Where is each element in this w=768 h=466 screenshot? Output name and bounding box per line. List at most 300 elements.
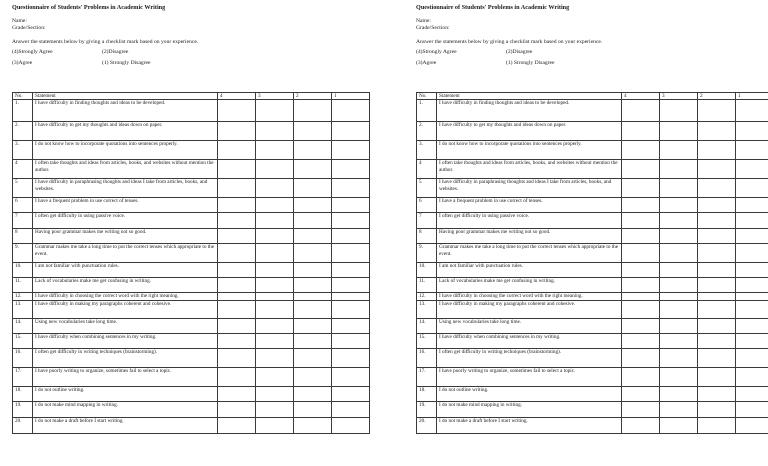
- item-statement: I do not make a draft before I start writing.: [33, 418, 218, 434]
- rating-cell-4[interactable]: [218, 100, 256, 122]
- item-number: 9.: [417, 244, 437, 263]
- item-number: 2.: [417, 122, 437, 141]
- rating-cell-4[interactable]: [622, 278, 660, 293]
- rating-cell-1[interactable]: [332, 334, 370, 349]
- item-statement: I do not make a draft before I start writing.: [437, 418, 622, 434]
- rating-cell-3[interactable]: [256, 263, 294, 278]
- table-row: [417, 402, 768, 418]
- rating-cell-2[interactable]: [698, 402, 736, 418]
- rating-cell-4[interactable]: [622, 418, 660, 434]
- rating-cell-3[interactable]: [256, 229, 294, 244]
- rating-cell-4[interactable]: [218, 278, 256, 293]
- rating-cell-3[interactable]: [256, 418, 294, 434]
- questionnaire-table: [12, 92, 370, 434]
- rating-cell-3[interactable]: [256, 160, 294, 179]
- rating-cell-4[interactable]: [218, 293, 256, 301]
- rating-cell-1[interactable]: [736, 160, 768, 179]
- item-statement: I do not outline writing.: [33, 387, 218, 402]
- item-statement: Lack of vocabularies make me get confusing in writing.: [437, 278, 622, 293]
- rating-cell-1[interactable]: [736, 179, 768, 198]
- item-number: 8: [13, 229, 33, 244]
- rating-cell-4[interactable]: [218, 368, 256, 387]
- rating-cell-4[interactable]: [218, 198, 256, 213]
- table-header-row: [13, 93, 370, 100]
- table-row: [13, 100, 370, 122]
- rating-cell-1[interactable]: [736, 213, 768, 229]
- item-number: 15.: [13, 334, 33, 349]
- rating-cell-1[interactable]: [332, 368, 370, 387]
- table-row: [13, 349, 370, 368]
- rating-cell-2[interactable]: [294, 387, 332, 402]
- rating-cell-3[interactable]: [256, 301, 294, 319]
- rating-cell-2[interactable]: [698, 100, 736, 122]
- header-no: No.: [13, 93, 33, 100]
- item-number: 20.: [13, 418, 33, 434]
- item-number: 16.: [13, 349, 33, 368]
- rating-cell-2[interactable]: [294, 278, 332, 293]
- item-statement: Having poor grammar makes me writing not so good.: [437, 229, 622, 244]
- item-number: 4: [13, 160, 33, 179]
- name-label: Name:: [12, 18, 27, 24]
- table-row: [13, 301, 370, 319]
- item-number: 6: [13, 198, 33, 213]
- rating-cell-3[interactable]: [660, 229, 698, 244]
- questionnaire-page-right: [416, 0, 768, 466]
- rating-cell-1[interactable]: [736, 402, 768, 418]
- grade-label: Grade/Section:: [12, 25, 46, 31]
- rating-cell-2[interactable]: [698, 334, 736, 349]
- rating-cell-2[interactable]: [698, 213, 736, 229]
- table-row: [13, 319, 370, 334]
- rating-cell-3[interactable]: [660, 334, 698, 349]
- rating-cell-4[interactable]: [218, 319, 256, 334]
- table-row: [13, 229, 370, 244]
- rating-cell-4[interactable]: [622, 213, 660, 229]
- table-row: [417, 293, 768, 301]
- table-row: [13, 293, 370, 301]
- item-statement: I often take thoughts and ideas from articles, books, and websites without mention the author.: [33, 160, 218, 179]
- rating-cell-4[interactable]: [622, 100, 660, 122]
- rating-cell-3[interactable]: [256, 349, 294, 368]
- rating-cell-1[interactable]: [332, 293, 370, 301]
- item-statement: Grammar makes me take a long time to put the correct tenses which appropriate to the event.: [437, 244, 622, 263]
- rating-cell-1[interactable]: [332, 319, 370, 334]
- rating-cell-1[interactable]: [736, 301, 768, 319]
- rating-cell-3[interactable]: [256, 198, 294, 213]
- rating-cell-2[interactable]: [294, 293, 332, 301]
- scale-agree: (3)Agree: [12, 60, 33, 66]
- rating-cell-4[interactable]: [622, 244, 660, 263]
- item-number: 18.: [417, 387, 437, 402]
- rating-cell-4[interactable]: [622, 198, 660, 213]
- item-statement: I often get difficulty in writing techniques (brainstorming).: [437, 349, 622, 368]
- item-number: 14.: [13, 319, 33, 334]
- header-rating-4: 4: [218, 93, 256, 100]
- instruction-text: Answer the statements below by giving a checklist mark based on your experience.: [12, 39, 199, 45]
- rating-cell-1[interactable]: [736, 244, 768, 263]
- rating-cell-1[interactable]: [332, 349, 370, 368]
- table-row: [417, 122, 768, 141]
- rating-cell-1[interactable]: [736, 229, 768, 244]
- item-statement: I have poorly writing to organize, sometimes fail to select a topic.: [33, 368, 218, 387]
- table-row: [417, 141, 768, 160]
- rating-cell-2[interactable]: [698, 244, 736, 263]
- item-number: 7: [417, 213, 437, 229]
- table-row: [13, 244, 370, 263]
- rating-cell-2[interactable]: [698, 418, 736, 434]
- rating-cell-1[interactable]: [736, 334, 768, 349]
- header-no: No.: [417, 93, 437, 100]
- item-statement: I have difficulty in choosing the correct word with the right meaning.: [437, 293, 622, 301]
- table-row: [13, 402, 370, 418]
- item-number: 13.: [13, 301, 33, 319]
- rating-cell-2[interactable]: [698, 278, 736, 293]
- item-number: 1.: [417, 100, 437, 122]
- table-row: [417, 301, 768, 319]
- rating-cell-4[interactable]: [218, 263, 256, 278]
- item-statement: Having poor grammar makes me writing not so good.: [33, 229, 218, 244]
- table-row: [417, 349, 768, 368]
- rating-cell-2[interactable]: [698, 387, 736, 402]
- rating-cell-3[interactable]: [256, 334, 294, 349]
- rating-cell-3[interactable]: [660, 418, 698, 434]
- rating-cell-3[interactable]: [660, 100, 698, 122]
- rating-cell-3[interactable]: [256, 368, 294, 387]
- table-row: [417, 244, 768, 263]
- rating-cell-4[interactable]: [218, 418, 256, 434]
- rating-cell-1[interactable]: [736, 368, 768, 387]
- rating-cell-1[interactable]: [736, 387, 768, 402]
- rating-cell-3[interactable]: [660, 319, 698, 334]
- rating-cell-1[interactable]: [332, 278, 370, 293]
- rating-cell-2[interactable]: [294, 244, 332, 263]
- item-number: 6: [417, 198, 437, 213]
- item-number: 10.: [13, 263, 33, 278]
- rating-cell-4[interactable]: [622, 387, 660, 402]
- rating-cell-1[interactable]: [736, 100, 768, 122]
- rating-cell-3[interactable]: [660, 349, 698, 368]
- page-title: Questionnaire of Students' Problems in Academic Writing: [416, 4, 570, 11]
- rating-cell-4[interactable]: [622, 263, 660, 278]
- rating-cell-3[interactable]: [256, 244, 294, 263]
- rating-cell-3[interactable]: [660, 160, 698, 179]
- item-statement: I have difficulty in finding thoughts and ideas to be developed.: [437, 100, 622, 122]
- rating-cell-4[interactable]: [622, 229, 660, 244]
- rating-cell-3[interactable]: [660, 368, 698, 387]
- rating-cell-4[interactable]: [218, 387, 256, 402]
- item-statement: I have difficulty in making my paragraphs coherent and cohesive.: [33, 301, 218, 319]
- rating-cell-1[interactable]: [736, 319, 768, 334]
- grade-label: Grade/Section:: [416, 25, 450, 31]
- table-row: [13, 179, 370, 198]
- rating-cell-4[interactable]: [218, 402, 256, 418]
- item-number: 1.: [13, 100, 33, 122]
- rating-cell-2[interactable]: [698, 179, 736, 198]
- scale-disagree: (2)Disagree: [102, 49, 129, 55]
- rating-cell-1[interactable]: [332, 387, 370, 402]
- rating-cell-3[interactable]: [660, 263, 698, 278]
- rating-cell-4[interactable]: [622, 368, 660, 387]
- rating-cell-3[interactable]: [660, 293, 698, 301]
- rating-cell-4[interactable]: [622, 334, 660, 349]
- item-statement: Using new vocabularies take long time.: [437, 319, 622, 334]
- item-statement: I have difficulty when combining sentences in my writing.: [437, 334, 622, 349]
- rating-cell-3[interactable]: [660, 301, 698, 319]
- rating-cell-3[interactable]: [256, 122, 294, 141]
- rating-cell-2[interactable]: [294, 349, 332, 368]
- table-row: [13, 387, 370, 402]
- header-rating-3: 3: [660, 93, 698, 100]
- scale-row-1: [12, 49, 369, 56]
- item-number: 15.: [417, 334, 437, 349]
- page-title: Questionnaire of Students' Problems in Academic Writing: [12, 4, 166, 11]
- item-statement: I have difficulty to get my thoughts and ideas down on paper.: [33, 122, 218, 141]
- rating-cell-2[interactable]: [294, 301, 332, 319]
- rating-cell-2[interactable]: [294, 160, 332, 179]
- rating-cell-3[interactable]: [660, 179, 698, 198]
- rating-cell-1[interactable]: [736, 278, 768, 293]
- rating-cell-3[interactable]: [660, 244, 698, 263]
- rating-cell-1[interactable]: [332, 263, 370, 278]
- rating-cell-3[interactable]: [256, 179, 294, 198]
- item-statement: I have difficulty in finding thoughts and ideas to be developed.: [33, 100, 218, 122]
- rating-cell-4[interactable]: [218, 160, 256, 179]
- rating-cell-1[interactable]: [332, 213, 370, 229]
- rating-cell-1[interactable]: [332, 229, 370, 244]
- rating-cell-2[interactable]: [698, 229, 736, 244]
- rating-cell-1[interactable]: [332, 418, 370, 434]
- item-number: 18.: [13, 387, 33, 402]
- rating-cell-4[interactable]: [622, 319, 660, 334]
- rating-cell-2[interactable]: [294, 141, 332, 160]
- item-number: 5: [13, 179, 33, 198]
- table-row: [417, 319, 768, 334]
- item-statement: I often get difficulty in using passive voice.: [437, 213, 622, 229]
- rating-cell-2[interactable]: [294, 229, 332, 244]
- rating-cell-4[interactable]: [218, 244, 256, 263]
- rating-cell-2[interactable]: [294, 334, 332, 349]
- rating-cell-3[interactable]: [660, 402, 698, 418]
- rating-cell-1[interactable]: [332, 198, 370, 213]
- rating-cell-2[interactable]: [294, 319, 332, 334]
- name-label: Name:: [416, 18, 431, 24]
- item-number: 13.: [417, 301, 437, 319]
- item-statement: I do not make mind mapping in writing.: [437, 402, 622, 418]
- rating-cell-4[interactable]: [218, 141, 256, 160]
- scale-strongly-disagree: (1) Strongly Disagree: [506, 60, 555, 66]
- item-statement: Using new vocabularies take long time.: [33, 319, 218, 334]
- item-number: 20.: [417, 418, 437, 434]
- rating-cell-3[interactable]: [256, 100, 294, 122]
- rating-cell-2[interactable]: [698, 349, 736, 368]
- item-number: 9.: [13, 244, 33, 263]
- item-statement: I have a frequent problem in use correct of tenses.: [33, 198, 218, 213]
- table-row: [417, 100, 768, 122]
- table-row: [417, 229, 768, 244]
- item-number: 8: [417, 229, 437, 244]
- rating-cell-4[interactable]: [622, 160, 660, 179]
- rating-cell-2[interactable]: [698, 141, 736, 160]
- table-row: [417, 198, 768, 213]
- rating-cell-2[interactable]: [698, 122, 736, 141]
- item-number: 7: [13, 213, 33, 229]
- item-statement: I have poorly writing to organize, sometimes fail to select a topic.: [437, 368, 622, 387]
- rating-cell-2[interactable]: [294, 263, 332, 278]
- rating-cell-4[interactable]: [218, 334, 256, 349]
- scale-row-2: [12, 60, 369, 67]
- rating-cell-3[interactable]: [256, 141, 294, 160]
- rating-cell-4[interactable]: [218, 229, 256, 244]
- rating-cell-3[interactable]: [660, 387, 698, 402]
- item-statement: I have difficulty when combining sentences in my writing.: [33, 334, 218, 349]
- rating-cell-3[interactable]: [660, 198, 698, 213]
- item-statement: I do not know how to incorporate quotations into sentences properly.: [33, 141, 218, 160]
- rating-cell-2[interactable]: [698, 319, 736, 334]
- item-statement: I have difficulty in paraphrasing thoughts and ideas I take from articles, books, and websites.: [437, 179, 622, 198]
- rating-cell-2[interactable]: [698, 293, 736, 301]
- rating-cell-2[interactable]: [698, 198, 736, 213]
- rating-cell-2[interactable]: [294, 213, 332, 229]
- table-row: [13, 198, 370, 213]
- item-statement: I do not know how to incorporate quotations into sentences properly.: [437, 141, 622, 160]
- rating-cell-4[interactable]: [622, 301, 660, 319]
- rating-cell-3[interactable]: [660, 213, 698, 229]
- rating-cell-1[interactable]: [736, 293, 768, 301]
- rating-cell-3[interactable]: [256, 402, 294, 418]
- table-header-row: [417, 93, 768, 100]
- rating-cell-1[interactable]: [736, 122, 768, 141]
- table-row: [417, 387, 768, 402]
- rating-cell-3[interactable]: [256, 213, 294, 229]
- table-row: [417, 418, 768, 434]
- item-number: 3.: [13, 141, 33, 160]
- rating-cell-1[interactable]: [736, 263, 768, 278]
- rating-cell-1[interactable]: [736, 198, 768, 213]
- header-statement: Statement: [33, 93, 218, 100]
- item-statement: Grammar makes me take a long time to put the correct tenses which appropriate to the event.: [33, 244, 218, 263]
- rating-cell-2[interactable]: [294, 402, 332, 418]
- rating-cell-2[interactable]: [294, 368, 332, 387]
- rating-cell-4[interactable]: [218, 213, 256, 229]
- item-number: 5: [417, 179, 437, 198]
- item-number: 19.: [13, 402, 33, 418]
- item-number: 19.: [417, 402, 437, 418]
- rating-cell-3[interactable]: [256, 293, 294, 301]
- rating-cell-1[interactable]: [736, 418, 768, 434]
- scale-agree: (3)Agree: [416, 60, 437, 66]
- rating-cell-4[interactable]: [622, 141, 660, 160]
- item-statement: I often get difficulty in writing techniques (brainstorming).: [33, 349, 218, 368]
- rating-cell-2[interactable]: [294, 198, 332, 213]
- scale-row-1: [416, 49, 768, 56]
- rating-cell-3[interactable]: [660, 278, 698, 293]
- item-number: 10.: [417, 263, 437, 278]
- item-number: 12.: [417, 293, 437, 301]
- rating-cell-1[interactable]: [332, 122, 370, 141]
- scale-strongly-disagree: (1) Strongly Disagree: [102, 60, 151, 66]
- table-row: [417, 368, 768, 387]
- rating-cell-4[interactable]: [218, 179, 256, 198]
- item-statement: I often get difficulty in using passive voice.: [33, 213, 218, 229]
- item-number: 14.: [417, 319, 437, 334]
- item-statement: I have difficulty in choosing the correct word with the right meaning.: [33, 293, 218, 301]
- rating-cell-1[interactable]: [332, 244, 370, 263]
- header-rating-1: 1: [332, 93, 370, 100]
- rating-cell-2[interactable]: [294, 122, 332, 141]
- rating-cell-2[interactable]: [294, 418, 332, 434]
- item-number: 17.: [13, 368, 33, 387]
- rating-cell-2[interactable]: [698, 301, 736, 319]
- rating-cell-4[interactable]: [622, 122, 660, 141]
- rating-cell-1[interactable]: [332, 301, 370, 319]
- item-number: 12.: [13, 293, 33, 301]
- rating-cell-3[interactable]: [660, 122, 698, 141]
- header-rating-4: 4: [622, 93, 660, 100]
- table-row: [417, 334, 768, 349]
- item-statement: I do not make mind mapping in writing.: [33, 402, 218, 418]
- rating-cell-2[interactable]: [698, 368, 736, 387]
- table-row: [417, 179, 768, 198]
- rating-cell-2[interactable]: [294, 179, 332, 198]
- rating-cell-3[interactable]: [256, 319, 294, 334]
- rating-cell-1[interactable]: [736, 349, 768, 368]
- rating-cell-1[interactable]: [332, 402, 370, 418]
- scale-strongly-agree: (4)Strongly Agree: [416, 49, 457, 55]
- header-statement: Statement: [437, 93, 622, 100]
- item-number: 17.: [417, 368, 437, 387]
- item-statement: I have a frequent problem in use correct of tenses.: [437, 198, 622, 213]
- rating-cell-4[interactable]: [622, 293, 660, 301]
- rating-cell-2[interactable]: [698, 263, 736, 278]
- rating-cell-3[interactable]: [256, 278, 294, 293]
- rating-cell-4[interactable]: [218, 301, 256, 319]
- questionnaire-table: [416, 92, 768, 434]
- header-rating-2: 2: [698, 93, 736, 100]
- item-statement: I do not outline writing.: [437, 387, 622, 402]
- table-row: [417, 160, 768, 179]
- rating-cell-1[interactable]: [332, 160, 370, 179]
- table-row: [417, 278, 768, 293]
- rating-cell-3[interactable]: [660, 141, 698, 160]
- header-rating-1: 1: [736, 93, 768, 100]
- rating-cell-1[interactable]: [332, 100, 370, 122]
- item-statement: I am not familiar with punctuation rules.: [437, 263, 622, 278]
- item-statement: I have difficulty to get my thoughts and ideas down on paper.: [437, 122, 622, 141]
- scale-disagree: (2)Disagree: [506, 49, 533, 55]
- rating-cell-4[interactable]: [622, 179, 660, 198]
- rating-cell-4[interactable]: [218, 349, 256, 368]
- item-number: 2.: [13, 122, 33, 141]
- rating-cell-4[interactable]: [622, 349, 660, 368]
- item-statement: I am not familiar with punctuation rules.: [33, 263, 218, 278]
- rating-cell-1[interactable]: [736, 141, 768, 160]
- item-number: 11.: [13, 278, 33, 293]
- table-row: [13, 334, 370, 349]
- scale-strongly-agree: (4)Strongly Agree: [12, 49, 53, 55]
- item-number: 3.: [417, 141, 437, 160]
- item-statement: I have difficulty in making my paragraphs coherent and cohesive.: [437, 301, 622, 319]
- rating-cell-3[interactable]: [256, 387, 294, 402]
- header-rating-3: 3: [256, 93, 294, 100]
- rating-cell-4[interactable]: [622, 402, 660, 418]
- rating-cell-4[interactable]: [218, 122, 256, 141]
- rating-cell-1[interactable]: [332, 179, 370, 198]
- rating-cell-1[interactable]: [332, 141, 370, 160]
- table-row: [13, 418, 370, 434]
- rating-cell-2[interactable]: [698, 160, 736, 179]
- rating-cell-2[interactable]: [294, 100, 332, 122]
- table-row: [13, 368, 370, 387]
